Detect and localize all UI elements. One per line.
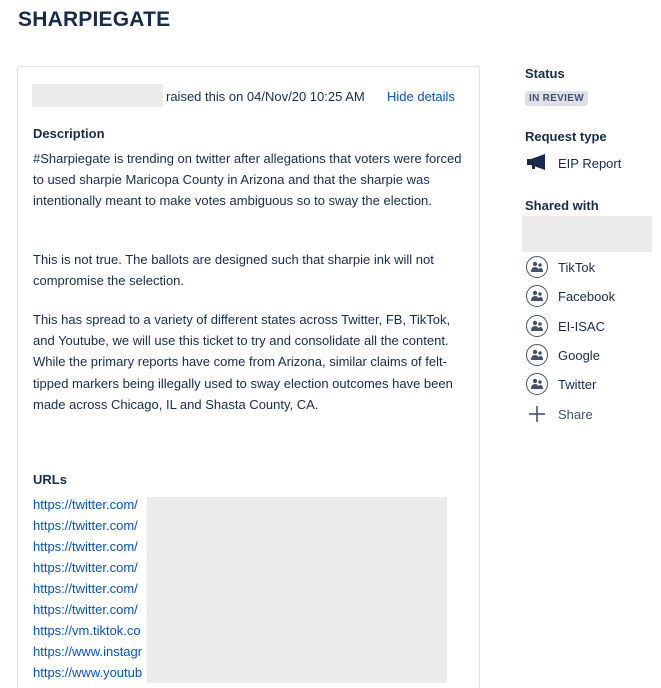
- share-label: Share: [558, 406, 593, 422]
- url-link[interactable]: https://twitter.com/: [33, 518, 138, 533]
- url-link[interactable]: https://twitter.com/: [33, 602, 138, 617]
- request-type-value: EIP Report: [558, 156, 622, 171]
- organization-icon: [526, 315, 548, 337]
- url-link[interactable]: https://twitter.com/: [33, 539, 138, 554]
- hide-details-link[interactable]: Hide details: [387, 89, 455, 104]
- url-link[interactable]: https://twitter.com/: [33, 560, 138, 575]
- shared-org-twitter[interactable]: [526, 372, 596, 396]
- share-button[interactable]: [528, 405, 593, 423]
- redacted-url-block: [147, 497, 447, 683]
- shared-org-name: Twitter: [558, 376, 597, 392]
- redacted-reporter-name: [32, 84, 163, 107]
- organization-icon: [526, 256, 548, 278]
- description-paragraph: This is not true. The ballots are designed such that sharpie ink will not compromise the selection.: [33, 252, 434, 289]
- url-link[interactable]: https://twitter.com/: [33, 581, 138, 596]
- shared-org-google[interactable]: [526, 343, 600, 367]
- request-type-label: Request type: [525, 129, 607, 144]
- raised-info: raised this on 04/Nov/20 10:25 AM: [166, 89, 365, 104]
- shared-org-ei-isac[interactable]: [526, 314, 605, 338]
- shared-org-facebook[interactable]: [526, 284, 615, 308]
- shared-org-name: Google: [558, 347, 600, 363]
- plus-icon: [528, 405, 546, 423]
- description-paragraph: This has spread to a variety of different states across Twitter, FB, TikTok, and Youtube, we will use this ticket to try and consolidate all the content. While the primary reports have come from Arizona, similar claims of felt-tipped markers being illegally used to sway election outcomes have been made across Chicago, IL and Shasta County, CA.: [33, 312, 453, 412]
- page-title: SHARPIEGATE: [18, 8, 171, 31]
- shared-org-tiktok[interactable]: [526, 255, 595, 279]
- megaphone-icon: [526, 154, 548, 170]
- url-link[interactable]: https://www.instagr: [33, 644, 143, 659]
- shared-org-name: TikTok: [558, 259, 596, 275]
- url-link[interactable]: https://vm.tiktok.co: [33, 623, 141, 638]
- description-paragraph: #Sharpiegate is trending on twitter after allegations that voters were forced to used sharpie Maricopa County in Arizona and that the sharpie was intentionally meant to make votes ambiguous so to sway the election.: [33, 151, 462, 209]
- shared-with-label: Shared with: [525, 198, 599, 213]
- url-link[interactable]: https://twitter.com/: [33, 497, 138, 512]
- status-badge[interactable]: IN REVIEW: [525, 91, 588, 106]
- url-link[interactable]: https://www.youtub: [33, 665, 143, 680]
- urls-heading: URLs: [33, 472, 67, 487]
- redacted-shared-entry: [522, 216, 652, 252]
- organization-icon: [526, 285, 548, 307]
- shared-org-name: Facebook: [558, 288, 616, 304]
- status-label: Status: [525, 66, 565, 81]
- organization-icon: [526, 344, 548, 366]
- organization-icon: [526, 373, 548, 395]
- shared-org-name: EI-ISAC: [558, 318, 605, 334]
- description-heading: Description: [33, 126, 105, 141]
